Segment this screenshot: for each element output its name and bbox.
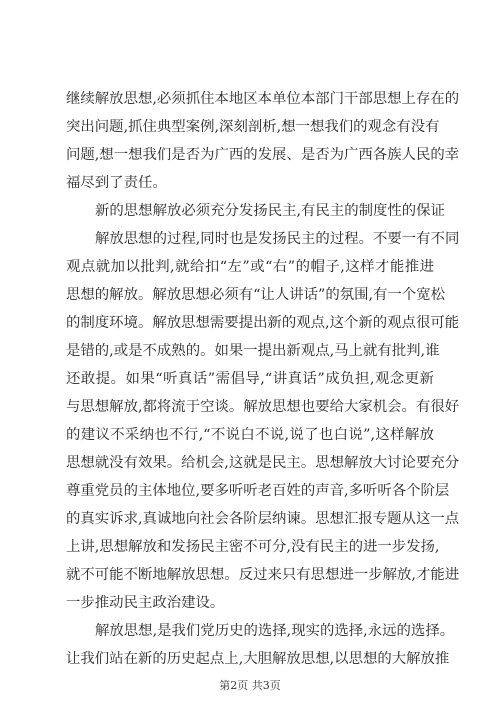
- body-line: 继续解放思想,必须抓住本地区本单位本部门干部思想上存在的: [66, 91, 460, 107]
- body-line: 突出问题,抓住典型案例,深刻剖析,想一想我们的观念有没有: [66, 119, 440, 135]
- body-line: 思想的解放。解放思想必须有“让人讲话”的氛围,有一个宽松: [66, 287, 446, 303]
- section-heading: 新的思想解放必须充分发扬民主,有民主的制度性的保证: [95, 203, 445, 219]
- body-line: 尊重党员的主体地位,要多听听老百姓的声音,多听听各个阶层: [66, 483, 450, 499]
- body-line: 还敢提。如果“听真话”需倡导,“讲真话”成负担,观念更新: [66, 371, 434, 387]
- body-line: 的真实诉求,真诚地向社会各阶层纳谏。思想汇报专题从这一点: [66, 511, 460, 527]
- body-line: 问题,想一想我们是否为广西的发展、是否为广西各族人民的幸: [66, 147, 460, 163]
- body-line: 的建议不采纳也不行,“不说白不说,说了也白说”,这样解放: [66, 427, 434, 443]
- body-line: 就不可能不断地解放思想。反过来只有思想进一步解放,才能进: [66, 567, 460, 583]
- page-number-footer: 第2页 共3页: [219, 679, 281, 692]
- body-line: 是错的,或是不成熟的。如果一提出新观点,马上就有批判,谁: [66, 343, 440, 359]
- body-line: 解放思想,是我们党历史的选择,现实的选择,永远的选择。: [95, 623, 455, 639]
- body-line: 福尽到了责任。: [66, 175, 167, 191]
- body-line: 的制度环境。解放思想需要提出新的观点,这个新的观点很可能: [66, 315, 460, 331]
- body-line: 让我们站在新的历史起点上,大胆解放思想,以思想的大解放推: [66, 651, 450, 667]
- body-line: 与思想解放,都将流于空谈。解放思想也要给大家机会。有很好: [66, 399, 460, 415]
- body-line: 一步推动民主政治建设。: [66, 595, 225, 611]
- body-line: 思想就没有效果。给机会,这就是民主。思想解放大讨论要充分: [66, 455, 460, 471]
- body-line: 观点就加以批判,就给扣“左”或“右”的帽子,这样才能推进: [66, 259, 434, 275]
- body-line: 上讲,思想解放和发扬民主密不可分,没有民主的进一步发扬,: [66, 539, 440, 555]
- body-line: 解放思想的过程,同时也是发扬民主的过程。不要一有不同: [95, 231, 460, 247]
